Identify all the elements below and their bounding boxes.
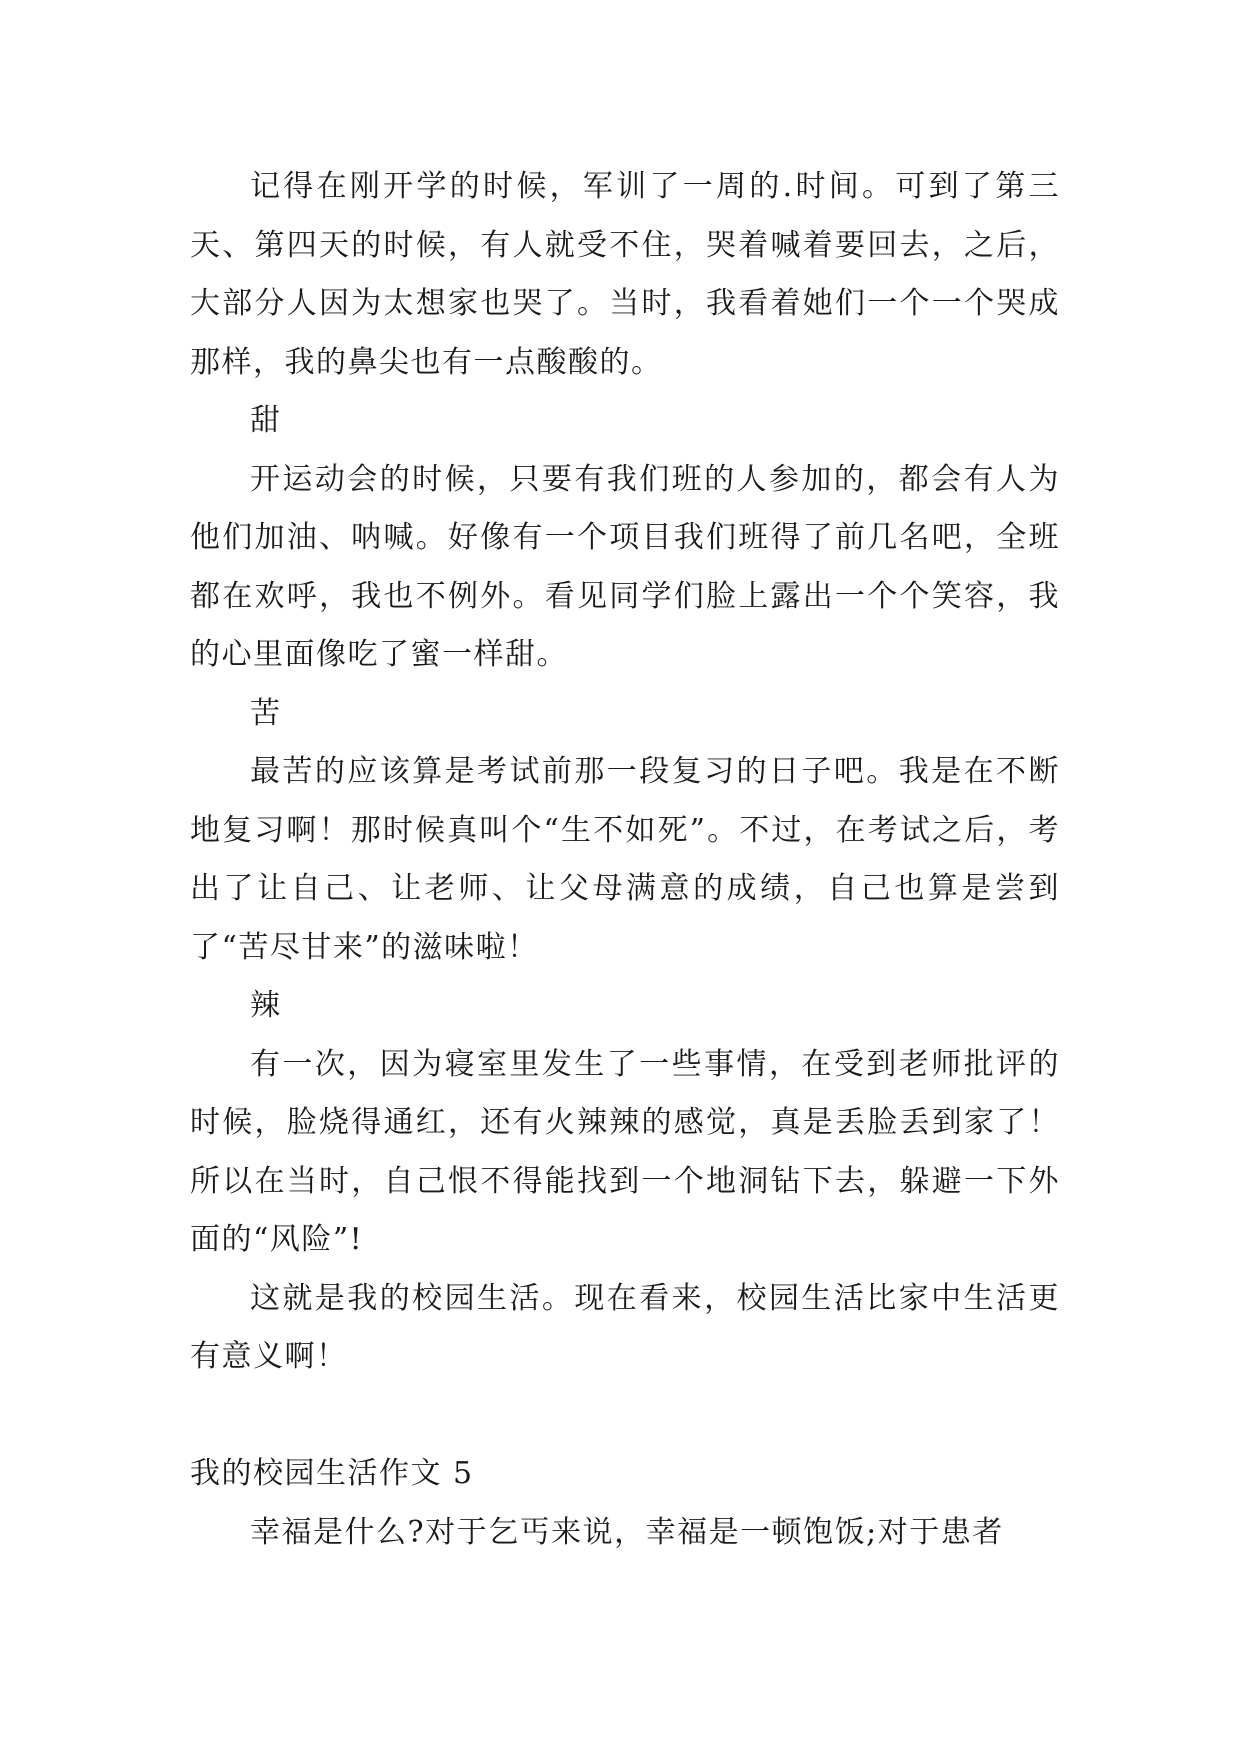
- section-heading-spicy: 辣: [250, 988, 282, 1023]
- paragraph-sports-meet: 开运动会的时候，只要有我们班的人参加的，都会有人为他们加油、呐喊。好像有一个项目我们班得了前几名吧，全班都在欢呼，我也不例外。看见同学们脸上露出一个个笑容，我的心里面像吃了蜜一样甜。: [190, 461, 1060, 672]
- section-heading-sweet: 甜: [250, 403, 282, 438]
- paragraph-military-training: 记得在刚开学的时候，军训了一周的.时间。可到了第三天、第四天的时候，有人就受不住，哭着喊着要回去，之后，大部分人因为太想家也哭了。当时，我看着她们一个一个哭成那样，我的鼻尖也有一点酸酸的。: [190, 169, 1060, 380]
- paragraph-dorm-incident: 有一次，因为寝室里发生了一些事情，在受到老师批评的时候，脸烧得通红，还有火辣辣的感觉，真是丢脸丢到家了！所以在当时，自己恨不得能找到一个地洞钻下去，躲避一下外面的“风险”!: [190, 1046, 1060, 1257]
- essay-title: 我的校园生活作文 5: [190, 1456, 474, 1491]
- section-heading-bitter: 苦: [250, 695, 282, 731]
- paragraph-exam-review: 最苦的应该算是考试前那一段复习的日子吧。我是在不断地复习啊！那时候真叫个“生不如死”。不过，在考试之后，考出了让自己、让老师、让父母满意的成绩，自己也算是尝到了“苦尽甘来”的滋味啦！: [190, 754, 1060, 965]
- document-body: [190, 158, 1060, 1562]
- section-spacer: [190, 1387, 1060, 1446]
- paragraph-happiness: 幸福是什么?对于乞丐来说，幸福是一顿饱饭;对于患者: [250, 1514, 1004, 1550]
- paragraph-conclusion: 这就是我的校园生活。现在看来，校园生活比家中生活更有意义啊！: [190, 1280, 1060, 1374]
